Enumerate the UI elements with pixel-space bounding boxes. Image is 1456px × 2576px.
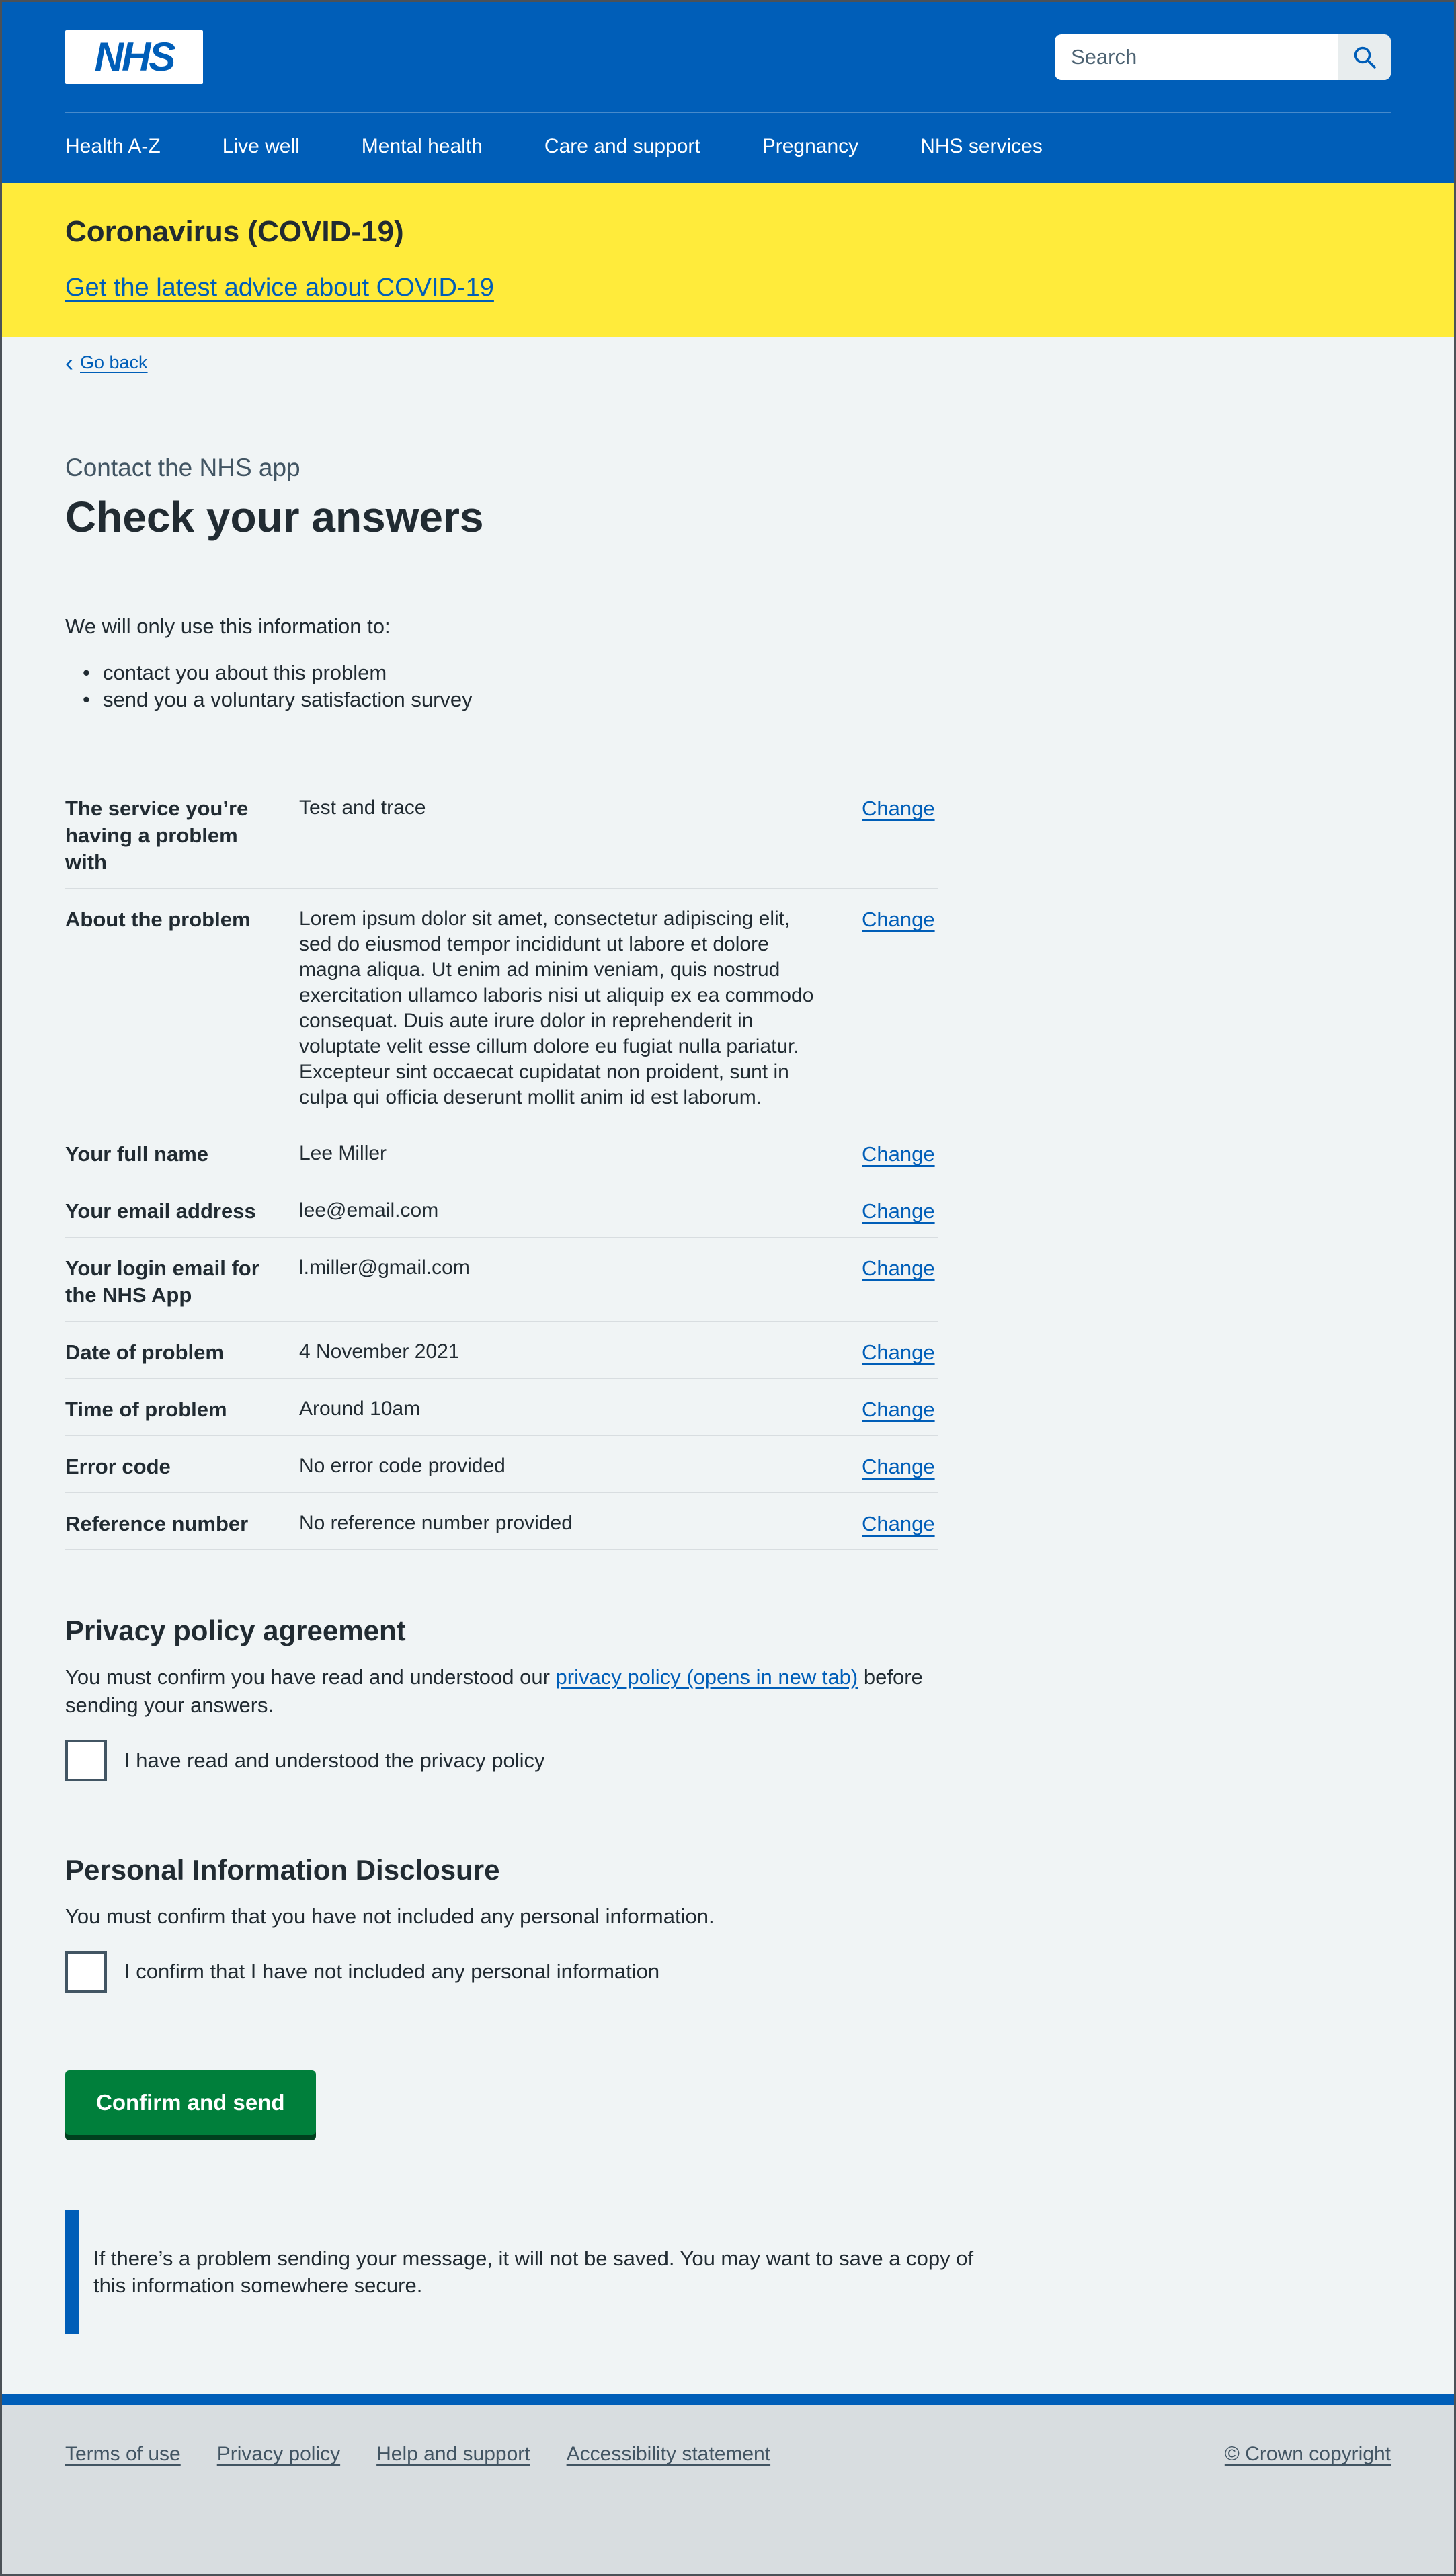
- change-link[interactable]: Change: [862, 1340, 935, 1364]
- nav-item-live-well[interactable]: Live well: [222, 135, 300, 157]
- header-top: [65, 29, 1391, 85]
- summary-key: Your login email for the NHS App: [65, 1256, 259, 1307]
- summary-row-full-name: [65, 1123, 938, 1180]
- page-title: Check your answers: [65, 493, 484, 541]
- summary-key: Error code: [65, 1455, 171, 1478]
- chevron-left-icon: ‹: [65, 349, 73, 376]
- go-back-label: Go back: [80, 352, 148, 372]
- change-link[interactable]: Change: [862, 1455, 935, 1478]
- covid-banner-title: Coronavirus (COVID-19): [65, 215, 404, 248]
- privacy-text: [65, 1663, 993, 1720]
- primary-nav: [65, 113, 1391, 183]
- footer-copyright-link[interactable]: © Crown copyright: [1224, 2443, 1391, 2465]
- summary-row-date: [65, 1322, 938, 1379]
- summary-value: No error code provided: [299, 1455, 505, 1477]
- summary-value: Lee Miller: [299, 1142, 387, 1164]
- bullet-item: • contact you about this problem: [83, 659, 1391, 686]
- summary-key: Reference number: [65, 1512, 249, 1535]
- search-input[interactable]: [1055, 34, 1338, 80]
- change-link[interactable]: Change: [862, 1142, 935, 1166]
- nav-item-nhs-services[interactable]: NHS services: [920, 135, 1043, 157]
- summary-value: 4 November 2021: [299, 1340, 460, 1363]
- summary-row-reference: [65, 1493, 938, 1550]
- privacy-text-after: before sending your answers.: [65, 1665, 923, 1717]
- page-caption: Contact the NHS app: [65, 454, 300, 481]
- change-link[interactable]: Change: [862, 1512, 935, 1535]
- bullet-item: • send you a voluntary satisfaction survey: [83, 686, 1391, 713]
- change-link[interactable]: Change: [862, 1398, 935, 1421]
- footer-link-privacy[interactable]: Privacy policy: [216, 2443, 341, 2465]
- personal-info-checkbox-row: [65, 1951, 1391, 1993]
- summary-value: l.miller@gmail.com: [299, 1256, 470, 1279]
- change-link[interactable]: Change: [862, 1256, 935, 1280]
- summary-key: About the problem: [65, 908, 251, 931]
- privacy-text-before: You must confirm you have read and understood our: [65, 1665, 556, 1689]
- summary-list: [65, 778, 938, 1550]
- privacy-checkbox-label: I have read and understood the privacy policy: [124, 1748, 545, 1772]
- search-button[interactable]: [1338, 34, 1391, 80]
- nav-item-health-a-z[interactable]: Health A-Z: [65, 135, 161, 157]
- summary-value: No reference number provided: [299, 1512, 573, 1534]
- footer: [2, 2405, 1454, 2574]
- summary-key: The service you’re having a problem with: [65, 797, 249, 874]
- summary-row-service: [65, 778, 938, 889]
- covid-banner: [2, 183, 1454, 337]
- summary-row-time: [65, 1379, 938, 1436]
- personal-info-heading: Personal Information Disclosure: [65, 1854, 500, 1886]
- personal-info-checkbox[interactable]: [65, 1951, 107, 1993]
- nhs-header: [2, 2, 1454, 183]
- privacy-checkbox-row: [65, 1740, 1391, 1781]
- summary-value: lee@email.com: [299, 1199, 439, 1221]
- summary-key: Date of problem: [65, 1340, 224, 1364]
- change-link[interactable]: Change: [862, 1199, 935, 1223]
- footer-link-terms[interactable]: Terms of use: [65, 2443, 181, 2465]
- footer-top-strip: [2, 2394, 1454, 2405]
- nav-item-pregnancy[interactable]: Pregnancy: [762, 135, 859, 157]
- main-content: [2, 337, 1454, 2394]
- inset-note-text: If there’s a problem sending your message, it will not be saved. You may want to save a copy of this information somewhere secure.: [93, 2247, 974, 2297]
- search-icon: [1352, 45, 1377, 69]
- summary-key: Time of problem: [65, 1398, 227, 1421]
- summary-value: Test and trace: [299, 797, 426, 819]
- privacy-checkbox[interactable]: [65, 1740, 107, 1781]
- covid-banner-link[interactable]: Get the latest advice about COVID-19: [65, 274, 494, 302]
- personal-info-text: You must confirm that you have not included any personal information.: [65, 1904, 715, 1928]
- personal-info-checkbox-label: I confirm that I have not included any personal information: [124, 1960, 660, 1983]
- privacy-heading: Privacy policy agreement: [65, 1615, 406, 1646]
- summary-row-about-problem: [65, 889, 938, 1123]
- change-link[interactable]: Change: [862, 908, 935, 931]
- footer-link-help[interactable]: Help and support: [376, 2443, 530, 2465]
- summary-row-error-code: [65, 1436, 938, 1493]
- confirm-and-send-button[interactable]: Confirm and send: [65, 2070, 316, 2135]
- summary-key: Your email address: [65, 1199, 256, 1223]
- go-back-link[interactable]: [65, 349, 148, 376]
- nav-item-mental-health[interactable]: Mental health: [361, 135, 483, 157]
- nav-item-care-and-support[interactable]: Care and support: [544, 135, 700, 157]
- footer-link-accessibility[interactable]: Accessibility statement: [566, 2443, 771, 2465]
- summary-value: Around 10am: [299, 1398, 421, 1420]
- inset-note: [65, 2210, 981, 2334]
- nhs-logo-text: NHS: [94, 34, 174, 79]
- summary-key: Your full name: [65, 1142, 209, 1166]
- intro-bullet-list: [83, 659, 1391, 713]
- search-form: [1055, 34, 1391, 80]
- change-link[interactable]: Change: [862, 797, 935, 820]
- nhs-logo[interactable]: [65, 30, 203, 84]
- intro-text: We will only use this information to:: [65, 614, 391, 638]
- privacy-policy-link[interactable]: privacy policy (opens in new tab): [555, 1665, 858, 1689]
- summary-row-login-email: [65, 1238, 938, 1322]
- summary-row-email: [65, 1180, 938, 1238]
- summary-value: Lorem ipsum dolor sit amet, consectetur adipiscing elit, sed do eiusmod tempor incididunt ut labore et dolore magna aliqua. Ut enim ad minim veniam, quis nostrud exercitation ullamco laboris nisi ut aliquip ex ea commodo consequat. Duis aute irure dolor in reprehenderit in voluptate velit esse cillum dolore eu fugiat nulla pariatur. Excepteur sint occaecat cupidatat non proident, sunt in culpa qui officia deserunt mollit anim id est laborum.: [299, 908, 814, 1109]
